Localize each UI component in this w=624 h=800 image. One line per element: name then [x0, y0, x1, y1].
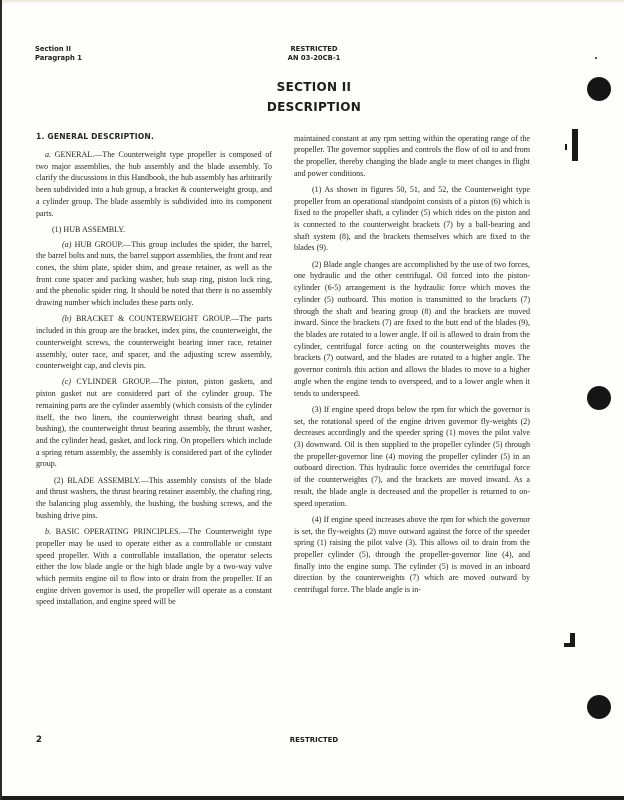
header-section-label: Section II: [35, 45, 72, 53]
paragraph-label: (b): [62, 314, 72, 324]
paragraph-text: —This group includes the spider, the barrel, the barrel bolts and nuts, the barrel support assemblies, the front and rear cones, the shim plate, spider shim, and grease retainer, as well as the front cone spacer and packing washer, hub snap ring, piston lock ring, and the phenolic spider ring. It should be noted that there is no assembly drawing number which includes these parts only.: [36, 239, 272, 308]
paragraph-3-underspeed: (3) If engine speed drops below the rpm for which the governor is set, the rotational speed of the engine driven governor fly-weights (2) decreases accordingly and the speeder spring (1) moves the pilot valve (3) downward. Oil is then supplied to the propeller cylinder (5) through the propeller-governor line (4) moving the propeller cylinder (5) in an outboard direction. This hydraulic force overrides the centrifugal force of the counterweights (7), and the brackets are moved inward. As a result, the blade angle is decreased and the propeller is returned to on-speed operation.: [294, 404, 530, 508]
running-header-center: [214, 45, 414, 63]
paragraph-hub-group: [36, 239, 272, 309]
paragraph-text: —The parts included in this group are the bracket, index pins, the counterweight, the counterweight screws, the counterweight bearing inner race, retainer assembly, outer race, and spacer, and the adjusting screw assembly, counterweight cap, and clevis pin.: [36, 314, 272, 371]
paragraph-text: —The Counterweight type propeller may be used to operate either as a controllable or constant speed propeller. With a controllable installation, the operator selects either the low blade angle or the high blade angle by a two-way valve which permits engine oil to flow into or drain from the propeller. If an engine driven governor is used, the propeller will operate as a constant speed installation, and engine speed will be: [36, 527, 272, 607]
page-number: 2: [36, 735, 42, 745]
paragraph-bracket-counterweight-group: [36, 313, 272, 372]
paragraph-label: a.: [45, 150, 52, 159]
section-title: [164, 77, 464, 117]
paragraph-label: (a): [62, 239, 72, 249]
scan-mark-tick: [565, 144, 567, 150]
paragraph-text: —This assembly consists of the blade and thrust washers, the thrust bearing retainer assembly, the chafing ring, the balancing plug assembly, the bushing, the bushing screws, and the bushing drive pins.: [36, 475, 272, 520]
paragraph-title: (2) BLADE ASSEMBLY.: [54, 475, 141, 485]
running-header-left: [35, 45, 82, 63]
paragraph-text: —The piston, piston gaskets, and piston gasket nut are considered part of the cylinder group. The remaining parts are the cylinder assembly (which consists of the cylinder itself, the two liners, the counterweight thrust bearing shaft, and bushing), the counterweight thrust bearing assembly, the thrust washer, and the cylinder head, gasket, and lock ring. On propellers which include a spring return assembly, the assembly is considered part of the cylinder group.: [36, 377, 272, 469]
paragraph-label: b.: [45, 527, 52, 537]
paragraph-title: BRACKET & COUNTERWEIGHT GROUP.: [71, 314, 232, 324]
paragraph-label: (c): [62, 377, 71, 387]
paragraph-text: —The Counterweight type propeller is composed of two major assemblies, the hub assembly and the blade assembly. To clarify the discussions in this Handbook, the hub assembly has arbitrarily been subdivided into a hub group, a bracket & counterweight group, and a cylinder group. The blade assembly is subdivided into its component parts.: [36, 150, 272, 218]
scan-speck: [595, 57, 597, 59]
paragraph-continuation: maintained constant at any rpm setting within the operating range of the propeller. The governor supplies and controls the flow of oil to and from the propeller, thereby changing the blade angle to meet changes in flight and power conditions.: [294, 133, 530, 178]
section-name: DESCRIPTION: [266, 100, 362, 114]
paragraph-a-general: [36, 149, 272, 219]
paragraph-title: HUB GROUP.: [71, 239, 124, 249]
scan-mark-corner-horizontal: [564, 643, 575, 647]
scan-bottom-edge: [2, 796, 624, 800]
left-column: [36, 131, 272, 613]
header-paragraph-label: Paragraph 1: [35, 54, 82, 62]
header-classification: RESTRICTED: [290, 45, 338, 53]
paragraph-title: BASIC OPERATING PRINCIPLES.: [51, 527, 181, 537]
punch-hole-middle: [587, 386, 611, 410]
paragraph-cylinder-group: [36, 376, 272, 470]
punch-hole-top: [587, 77, 611, 101]
section-number: SECTION II: [276, 80, 352, 94]
paragraph-title: CYLINDER GROUP.: [70, 377, 151, 387]
right-column: [294, 133, 530, 601]
paragraph-blade-assembly: [36, 475, 272, 522]
footer-classification: RESTRICTED: [289, 736, 339, 744]
paragraph-b-basic-operating-principles: [36, 526, 272, 608]
scan-top-shade: [2, 0, 624, 4]
paragraph-2-blade-angle-changes: (2) Blade angle changes are accomplished by the use of two forces, one hydraulic and the other centrifugal. Oil forced into the piston-cylinder (6-5) arrangement is the hydraulic force which moves the cylinder (5) outboard. This motion is transmitted to the brackets (7) through the shaft and bearing group (8) and the brackets are moved inward. Since the brackets (7) are fixed to the butt end of the blades (9), the blades are rotated to a lower angle. If oil is allowed to drain from the cylinder, centrifugal force acting on the counterweights moves the brackets (7) outward, and the blades are rotated to a higher angle. The governor controls this action and allows the blades to move to a higher angle when the engine tends to overspeed, and to a lower angle when it tends to underspeed.: [294, 259, 530, 398]
paragraph-1-operational-components: (1) As shown in figures 50, 51, and 52, the Counterweight type propeller from an operational standpoint consists of a piston (6) which is fixed to the propeller shaft, a cylinder (5) which rides on the piston and is connected to the counterweight brackets (7) by a ball-bearing and shaft system (8), and the brackets themselves which are fixed to the blades (9).: [294, 184, 530, 253]
paragraph-4-overspeed: (4) If engine speed increases above the rpm for which the governor is set, the fly-weights (2) move outward against the force of the speeder spring (1) raising the pilot valve (3). This allows oil to drain from the propeller cylinder (5), through the propeller-governor line (4), and finally into the engine sump. The cylinder (5) is moved in an inboard direction by the counterweights (7) which are moved outward by centrifugal force. The blade angle is in-: [294, 514, 530, 595]
header-document-number: AN 03-20CB-1: [287, 54, 341, 62]
paragraph-heading: 1. GENERAL DESCRIPTION.: [36, 132, 155, 141]
scan-mark-bracket: [572, 129, 578, 161]
subheading-hub-assembly: (1) HUB ASSEMBLY.: [52, 224, 126, 234]
punch-hole-bottom: [587, 695, 611, 719]
paragraph-title: GENERAL.: [51, 150, 95, 159]
